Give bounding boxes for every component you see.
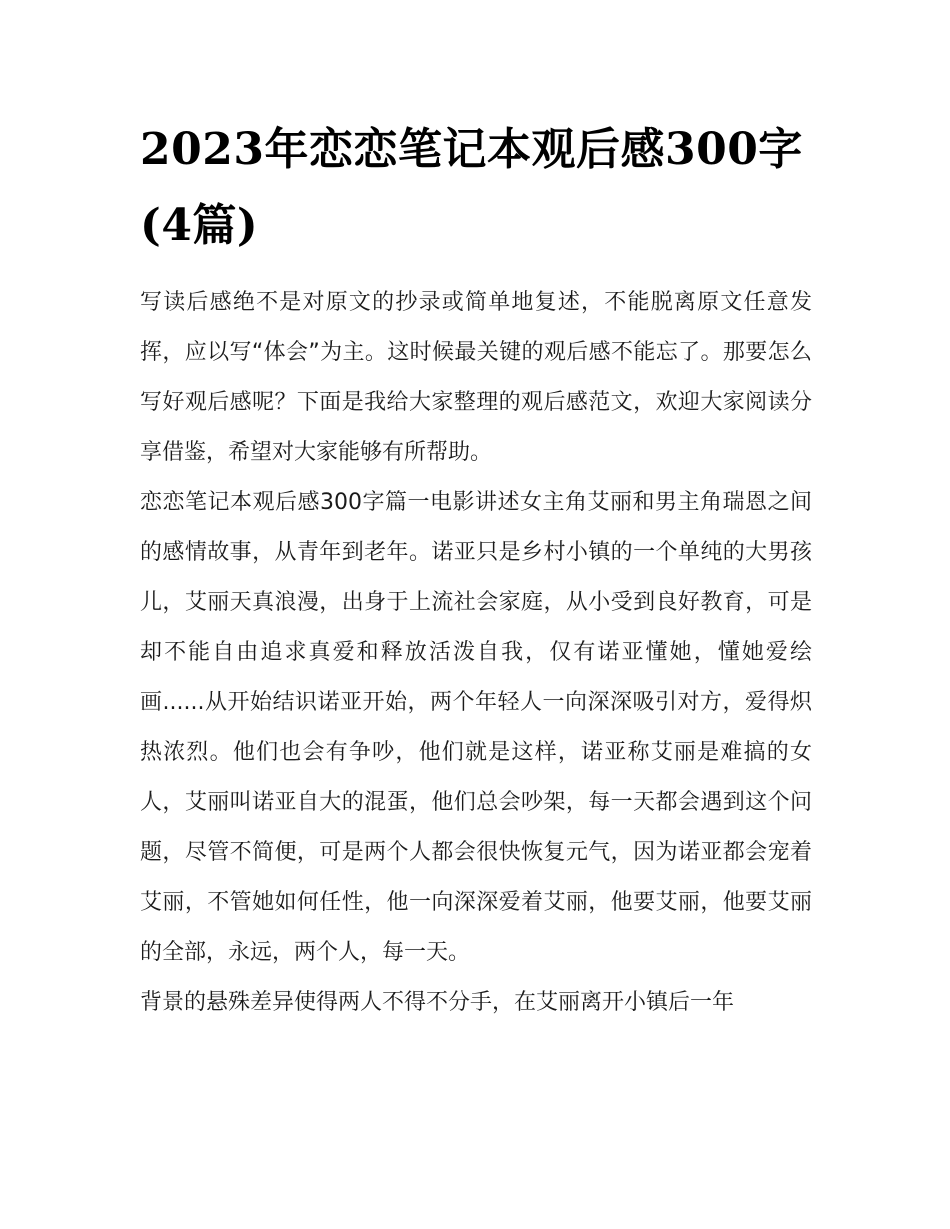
essay-one-continued-paragraph: 背景的悬殊差异使得两人不得不分手，在艾丽离开小镇后一年: [140, 990, 735, 1015]
essay-one-paragraph: 恋恋笔记本观后感300字篇一电影讲述女主角艾丽和男主角瑞恩之间的感情故事，从青年到老年。诺亚只是乡村小镇的一个单纯的大男孩儿，艾丽天真浪漫，出身于上流社会家庭，从小受到良好教育，可是却不能自由追求真爱和释放活泼自我，仅有诺亚懂她，懂她爱绘画......从开始结识诺亚开始，两个年轻人一向深深吸引对方，爱得炽热浓烈。他们也会有争吵，他们就是这样，诺亚称艾丽是难搞的女人，艾丽叫诺亚自大的混蛋，他们总会吵架，每一天都会遇到这个问题，尽管不简便，可是两个人都会很快恢复元气，因为诺亚都会宠着艾丽，不管她如何任性，他一向深深爱着艾丽，他要艾丽，他要艾丽的全部，永远，两个人，每一天。: [140, 490, 812, 965]
intro-paragraph: 写读后感绝不是对原文的抄录或简单地复述，不能脱离原文任意发挥，应以写“体会”为主。这时候最关键的观后感不能忘了。那要怎么写好观后感呢？下面是我给大家整理的观后感范文，欢迎大家阅读分享借鉴，希望对大家能够有所帮助。: [140, 290, 812, 465]
document-title: 2023年恋恋笔记本观后感300字(4篇): [140, 124, 803, 251]
document-body: [140, 112, 812, 1028]
